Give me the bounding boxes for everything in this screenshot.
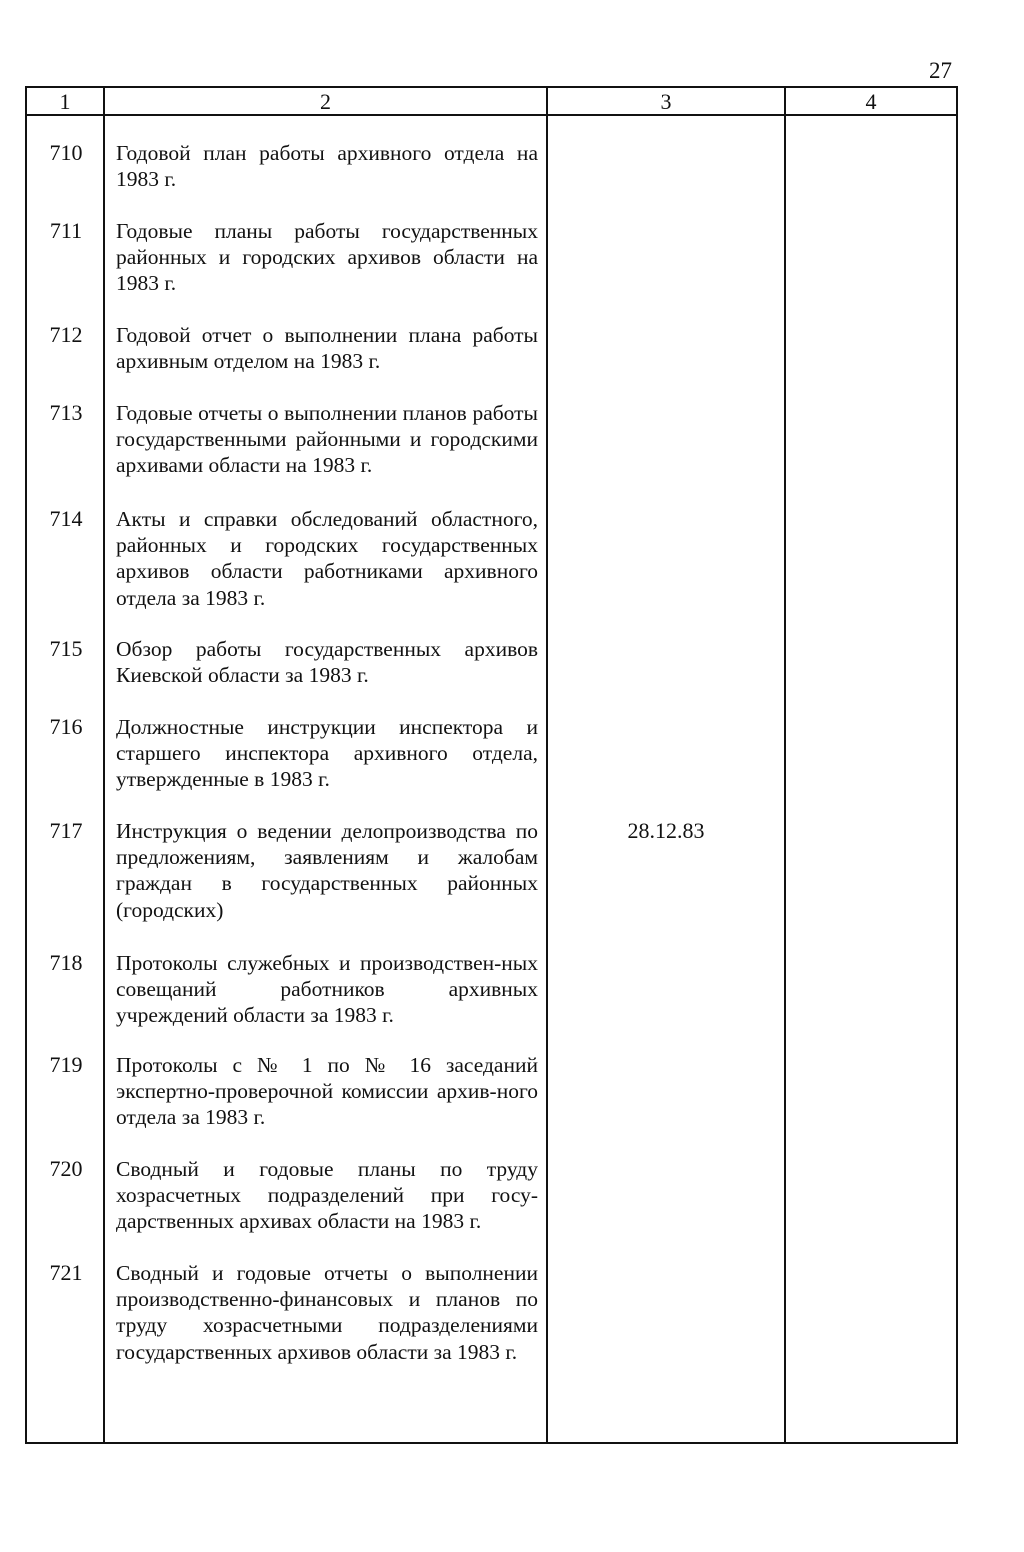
row-title: Годовые планы работы государственных районных и городских архивов области на 1983 г. (116, 219, 538, 296)
row-title: Обзор работы государственных архивов Киевской области за 1983 г. (116, 637, 538, 688)
table-right-border (956, 86, 958, 1444)
row-number: 718 (49, 950, 83, 975)
row-title: Акты и справки обследований областного, районных и городских государственных архивов области работниками архивного отдела за 1983 г. (116, 507, 538, 610)
column-divider-1 (103, 86, 105, 1444)
row-number: 716 (49, 714, 83, 739)
row-number: 710 (49, 140, 83, 165)
row-date: 28.12.83 (627, 818, 705, 843)
column-header-1: 1 (59, 89, 71, 114)
row-number: 715 (49, 636, 83, 661)
column-header-3: 3 (660, 89, 672, 114)
page-number: 27 (929, 58, 952, 83)
row-title: Протоколы с № 1 по № 16 заседаний экспертно-проверочной комиссии архив-ного отдела за 1983 г. (116, 1053, 538, 1130)
column-divider-3 (784, 86, 786, 1444)
row-title: Годовые отчеты о выполнении планов работы государственными районными и городскими архивами области на 1983 г. (116, 401, 538, 478)
row-number: 711 (49, 218, 83, 243)
column-header-2: 2 (320, 89, 331, 114)
row-title: Сводный и годовые планы по труду хозрасчетных подразделений при госу-дарственных архивах области на 1983 г. (116, 1157, 538, 1234)
table-bottom-border (25, 1442, 958, 1444)
row-number: 720 (49, 1156, 83, 1181)
row-number: 721 (49, 1260, 83, 1285)
row-number: 717 (49, 818, 83, 843)
row-title: Протоколы служебных и производствен-ных совещаний работников архивных учреждений области за 1983 г. (116, 951, 538, 1028)
row-title: Годовой отчет о выполнении плана работы архивным отделом на 1983 г. (116, 323, 538, 374)
row-title: Сводный и годовые отчеты о выполнении производственно-финансовых и планов по труду хозрасчетными подразделениями государственных архивов области за 1983 г. (116, 1261, 538, 1364)
row-title: Должностные инструкции инспектора и старшего инспектора архивного отдела, утвержденные в 1983 г. (116, 715, 538, 792)
row-number: 719 (49, 1052, 83, 1077)
row-number: 712 (49, 322, 83, 347)
row-number: 713 (49, 400, 83, 425)
column-header-4: 4 (865, 89, 877, 114)
table-left-border (25, 86, 27, 1444)
row-title: Годовой план работы архивного отдела на 1983 г. (116, 141, 538, 192)
column-divider-2 (546, 86, 548, 1444)
row-number: 714 (49, 506, 83, 531)
row-title: Инструкция о ведении делопроизводства по предложениям, заявлениям и жалобам граждан в государственных районных (городских) (116, 819, 538, 922)
